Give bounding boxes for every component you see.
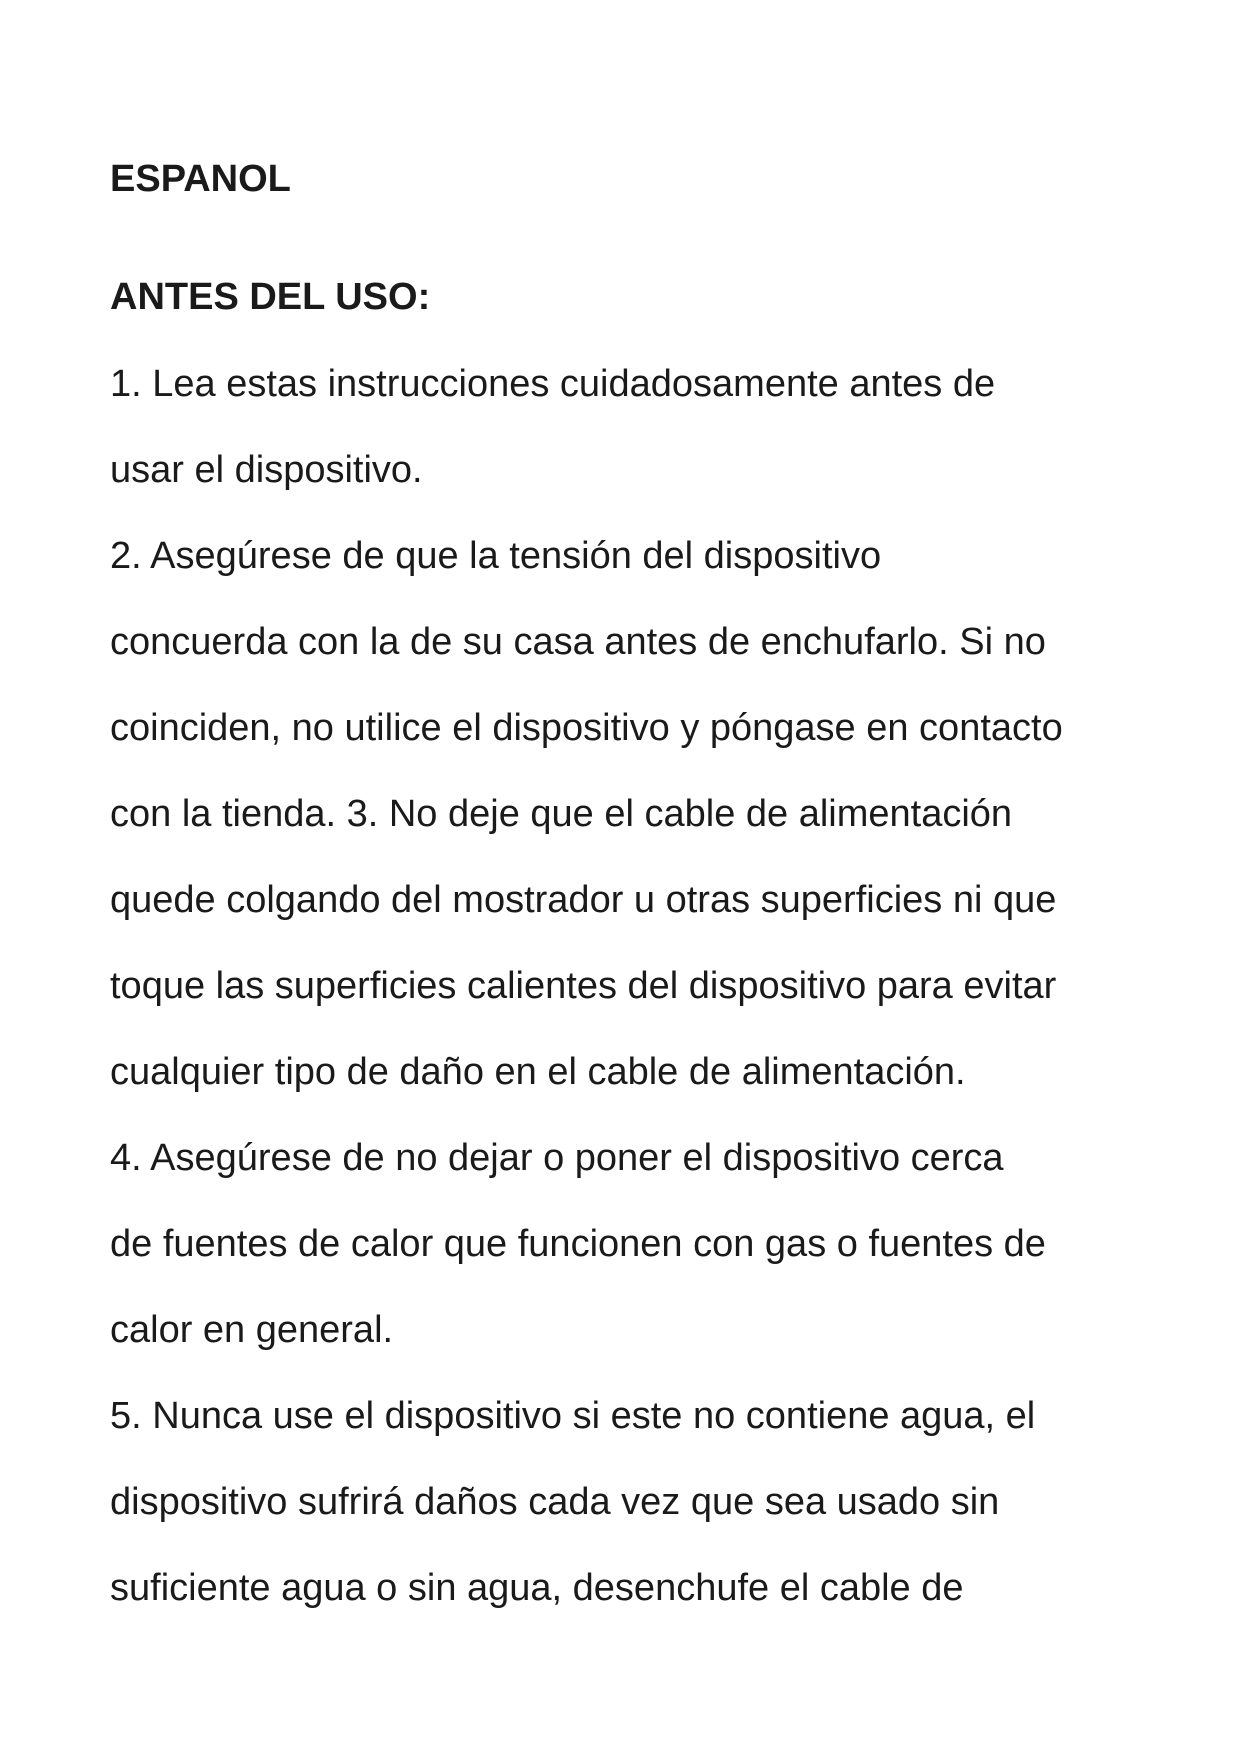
text-line: suficiente agua o sin agua, desenchufe el cable de	[110, 1567, 964, 1609]
text-line: calor en general.	[110, 1309, 394, 1351]
text-line: concuerda con la de su casa antes de enchufarlo. Si no	[110, 621, 1046, 663]
text-line: 4. Asegúrese de no dejar o poner el dispositivo cerca	[110, 1137, 1004, 1179]
document-title: ESPANOL	[110, 158, 291, 200]
text-line: dispositivo sufrirá daños cada vez que sea usado sin	[110, 1481, 1000, 1523]
section-heading: ANTES DEL USO:	[110, 276, 431, 318]
text-line: 1. Lea estas instrucciones cuidadosamente antes de	[110, 363, 996, 405]
text-line: toque las superficies calientes del dispositivo para evitar	[110, 965, 1057, 1007]
text-line: coinciden, no utilice el dispositivo y póngase en contacto	[110, 707, 1063, 749]
text-line: cualquier tipo de daño en el cable de alimentación.	[110, 1051, 966, 1093]
text-line: quede colgando del mostrador u otras superficies ni que	[110, 879, 1057, 921]
text-line: de fuentes de calor que funcionen con gas o fuentes de	[110, 1223, 1046, 1265]
text-line: con la tienda. 3. No deje que el cable de alimentación	[110, 793, 1013, 835]
text-line: 2. Asegúrese de que la tensión del dispositivo	[110, 535, 882, 577]
text-line: 5. Nunca use el dispositivo si este no contiene agua, el	[110, 1395, 1036, 1437]
text-line: usar el dispositivo.	[110, 449, 423, 491]
